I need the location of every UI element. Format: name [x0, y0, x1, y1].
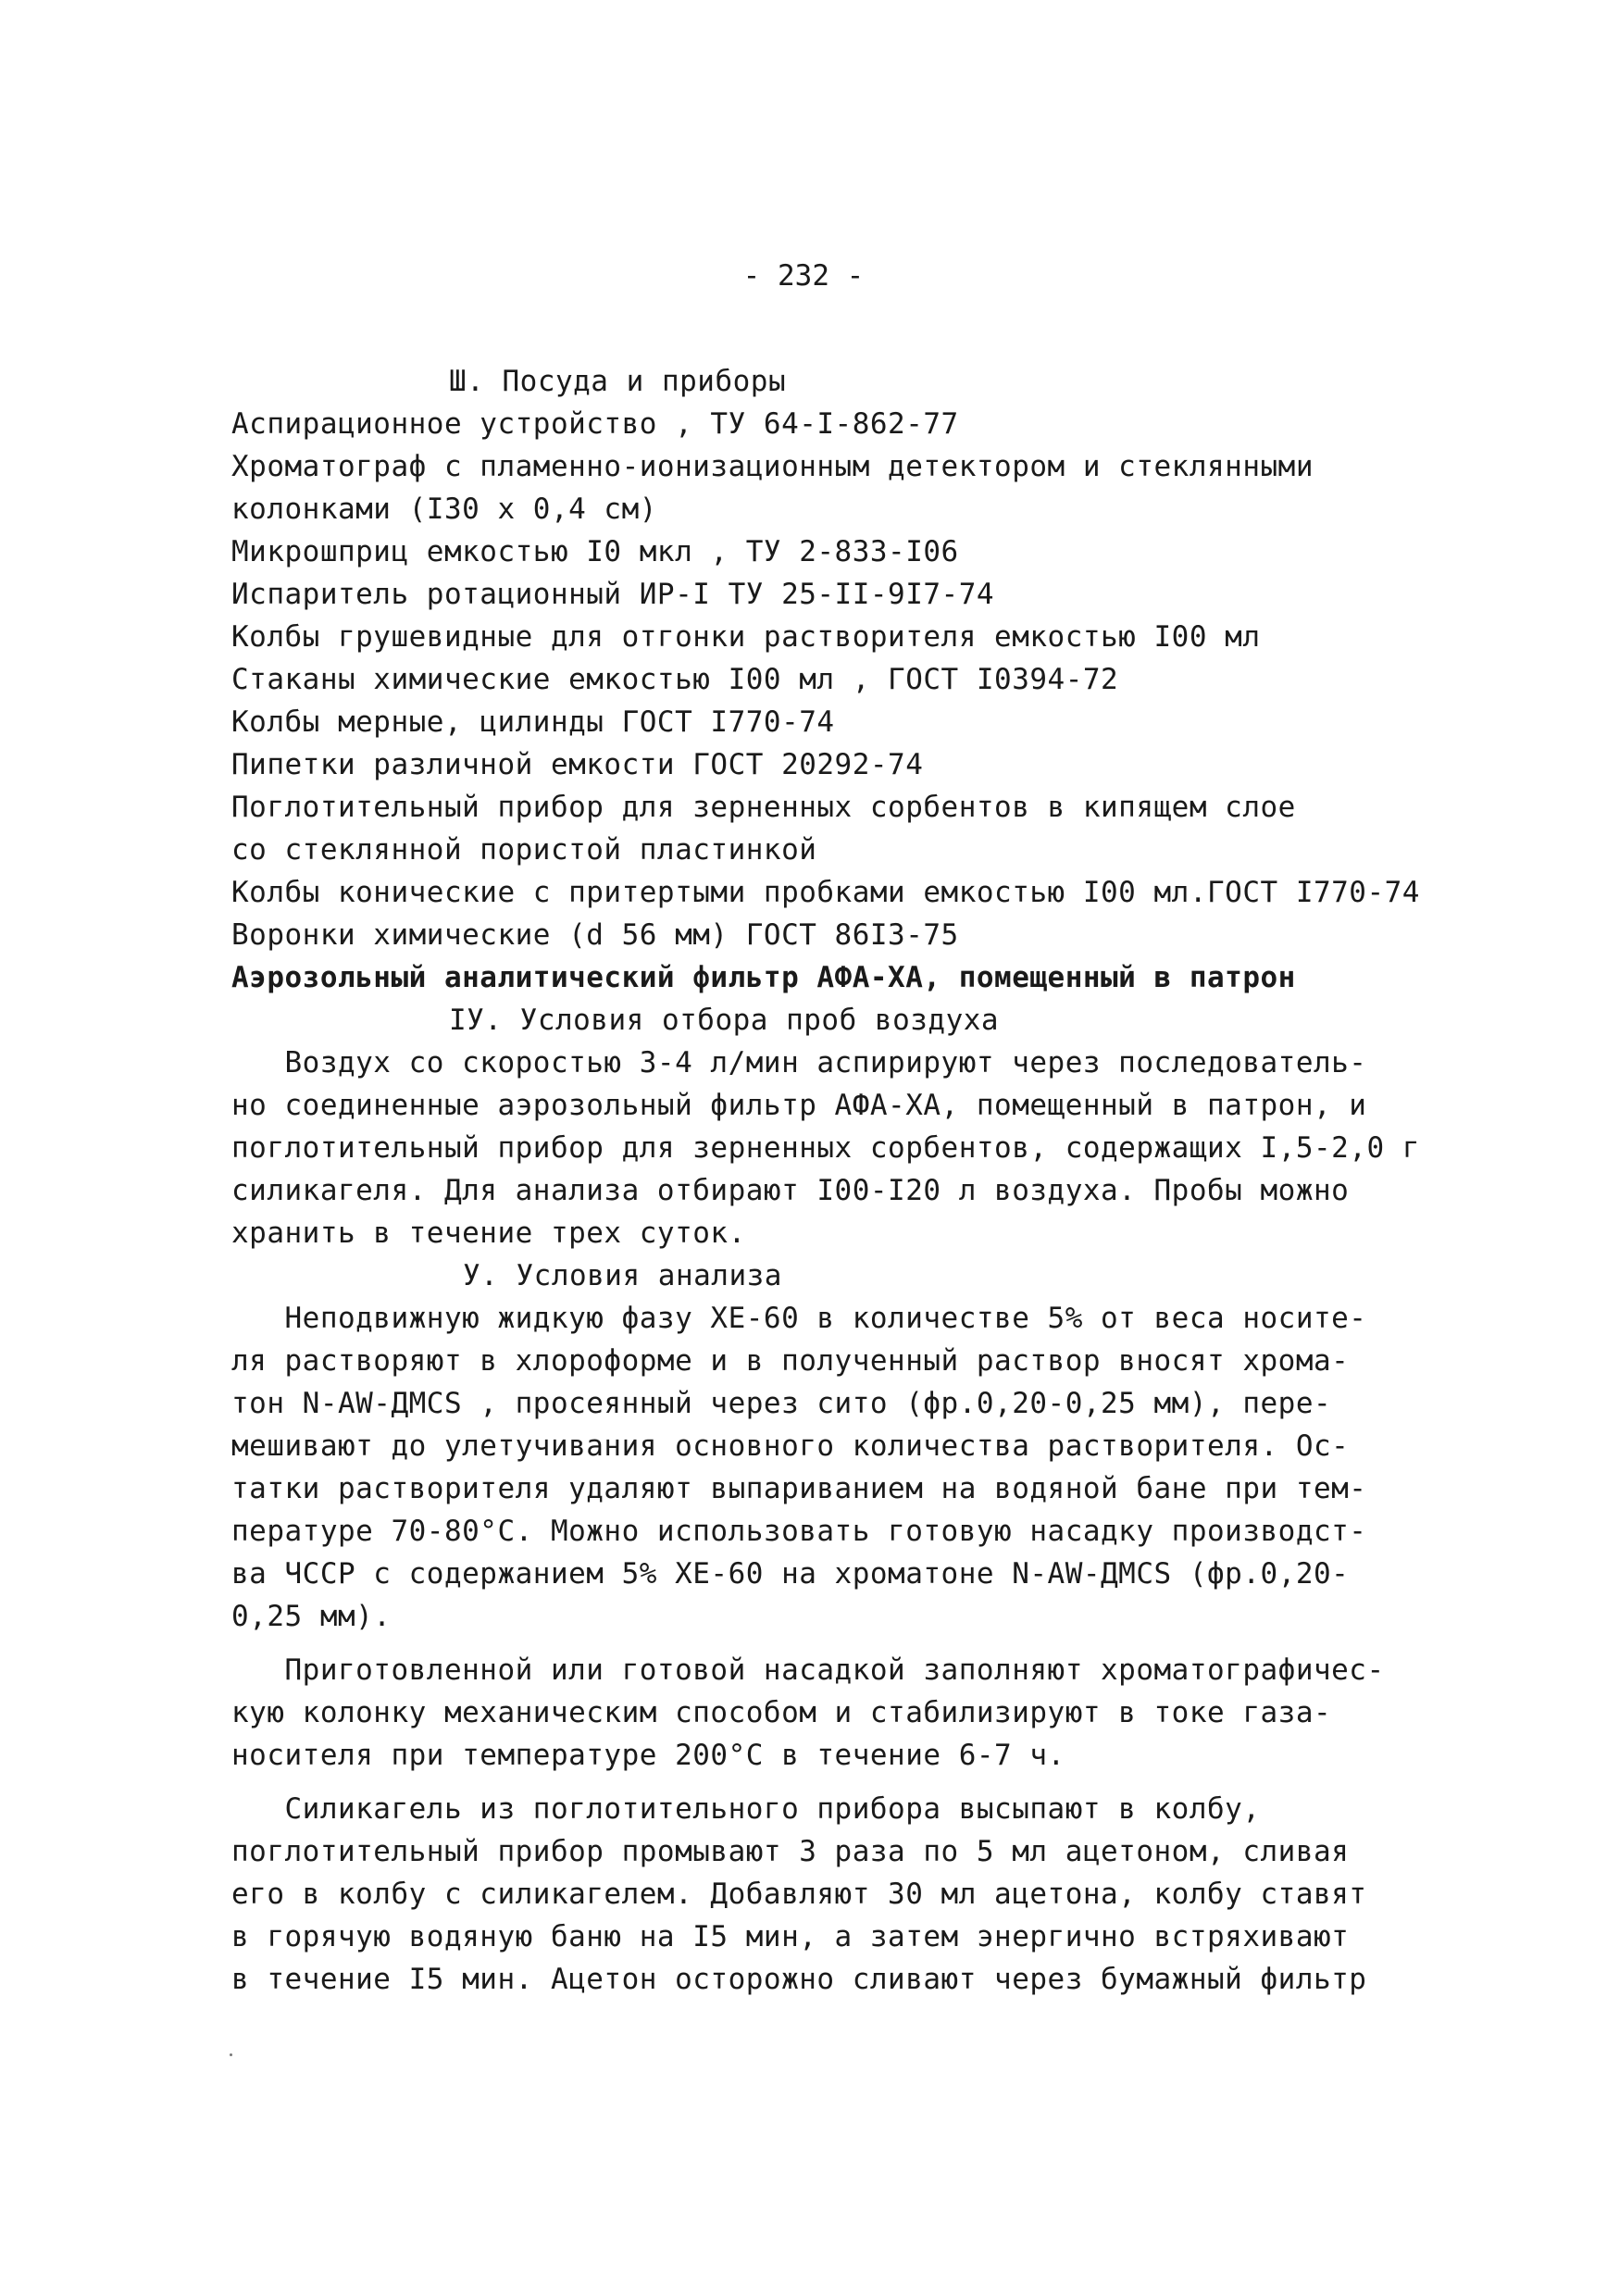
- text-line: Поглотительный прибор для зерненных сорбентов в кипящем слое: [231, 791, 1296, 824]
- text-line: Неподвижную жидкую фазу ХЕ-60 в количестве 5% от веса носите-: [231, 1302, 1367, 1335]
- page-number: - 232 -: [742, 259, 865, 293]
- text-line: мешивают до улетучивания основного количества растворителя. Ос-: [231, 1429, 1350, 1463]
- text-line: поглотительный прибор промывают 3 раза по 5 мл ацетоном, сливая: [231, 1835, 1350, 1868]
- text-line: Хроматограф с пламенно-ионизационным детектором и стеклянными: [231, 450, 1314, 483]
- text-line: в горячую водяную баню на I5 мин, а затем энергично встряхивают: [231, 1920, 1350, 1953]
- text-line: его в колбу с силикагелем. Добавляют 30 мл ацетона, колбу ставят: [231, 1878, 1367, 1911]
- text-line: Аэрозольный аналитический фильтр АФА-ХА, помещенный в патрон: [231, 961, 1296, 994]
- text-line: ва ЧССР с содержанием 5% ХЕ-60 на хроматоне N-AW-ДМСS (фр.0,20-: [231, 1557, 1350, 1591]
- text-line: поглотительный прибор для зерненных сорбентов, содержащих I,5-2,0 г: [231, 1131, 1420, 1165]
- text-line: Испаритель ротационный ИР-I ТУ 25-II-9I7-74: [231, 578, 995, 611]
- section-heading-analysis: У. Условия анализа: [463, 1259, 782, 1292]
- scan-speck: [230, 2053, 232, 2056]
- text-line: хранить в течение трех суток.: [231, 1217, 746, 1250]
- text-line: со стеклянной пористой пластинкой: [231, 833, 817, 867]
- text-line: кую колонку механическим способом и стабилизируют в токе газа-: [231, 1696, 1332, 1729]
- text-line: Стаканы химические емкостью I00 мл , ГОСТ I0394-72: [231, 663, 1119, 696]
- text-line: 0,25 мм).: [231, 1600, 392, 1633]
- text-line: Колбы грушевидные для отгонки растворителя емкостью I00 мл: [231, 620, 1261, 654]
- text-line: Приготовленной или готовой насадкой заполняют хроматографичес-: [231, 1653, 1385, 1687]
- text-line: Воронки химические (d 56 мм) ГОСТ 86I3-75: [231, 918, 959, 952]
- text-line: колонками (I30 х 0,4 см): [231, 493, 657, 526]
- text-line: Микрошприц емкостью I0 мкл , ТУ 2-833-I06: [231, 535, 959, 568]
- text-line: тон N-AW-ДМСS , просеянный через сито (фр.0,20-0,25 мм), пере-: [231, 1387, 1332, 1420]
- text-line: ля растворяют в хлороформе и в полученный раствор вносят хрома-: [231, 1344, 1350, 1378]
- text-line: Аспирационное устройство , ТУ 64-I-862-77: [231, 407, 959, 441]
- text-line: но соединенные аэрозольный фильтр АФА-ХА, помещенный в патрон, и: [231, 1089, 1367, 1122]
- text-line: татки растворителя удаляют выпариванием на водяной бане при тем-: [231, 1472, 1367, 1505]
- section-heading-sampling: IУ. Условия отбора проб воздуха: [449, 1004, 1000, 1037]
- text-line: Воздух со скоростью 3-4 л/мин аспирируют через последователь-: [231, 1046, 1367, 1079]
- text-line: Пипетки различной емкости ГОСТ 20292-74: [231, 748, 924, 781]
- text-line: силикагеля. Для анализа отбирают I00-I20 л воздуха. Пробы можно: [231, 1174, 1350, 1207]
- text-line: Колбы конические с притертыми пробками емкостью I00 мл.ГОСТ I770-74: [231, 876, 1420, 909]
- text-line: Силикагель из поглотительного прибора высыпают в колбу,: [231, 1792, 1261, 1826]
- text-line: Колбы мерные, цилинды ГОСТ I770-74: [231, 705, 835, 739]
- text-line: в течение I5 мин. Ацетон осторожно сливают через бумажный фильтр: [231, 1963, 1367, 1996]
- section-heading-equipment: Ш. Посуда и приборы: [449, 365, 787, 398]
- text-line: пературе 70-80°С. Можно использовать готовую насадку производст-: [231, 1515, 1367, 1548]
- text-line: носителя при температуре 200°С в течение 6-7 ч.: [231, 1739, 1065, 1772]
